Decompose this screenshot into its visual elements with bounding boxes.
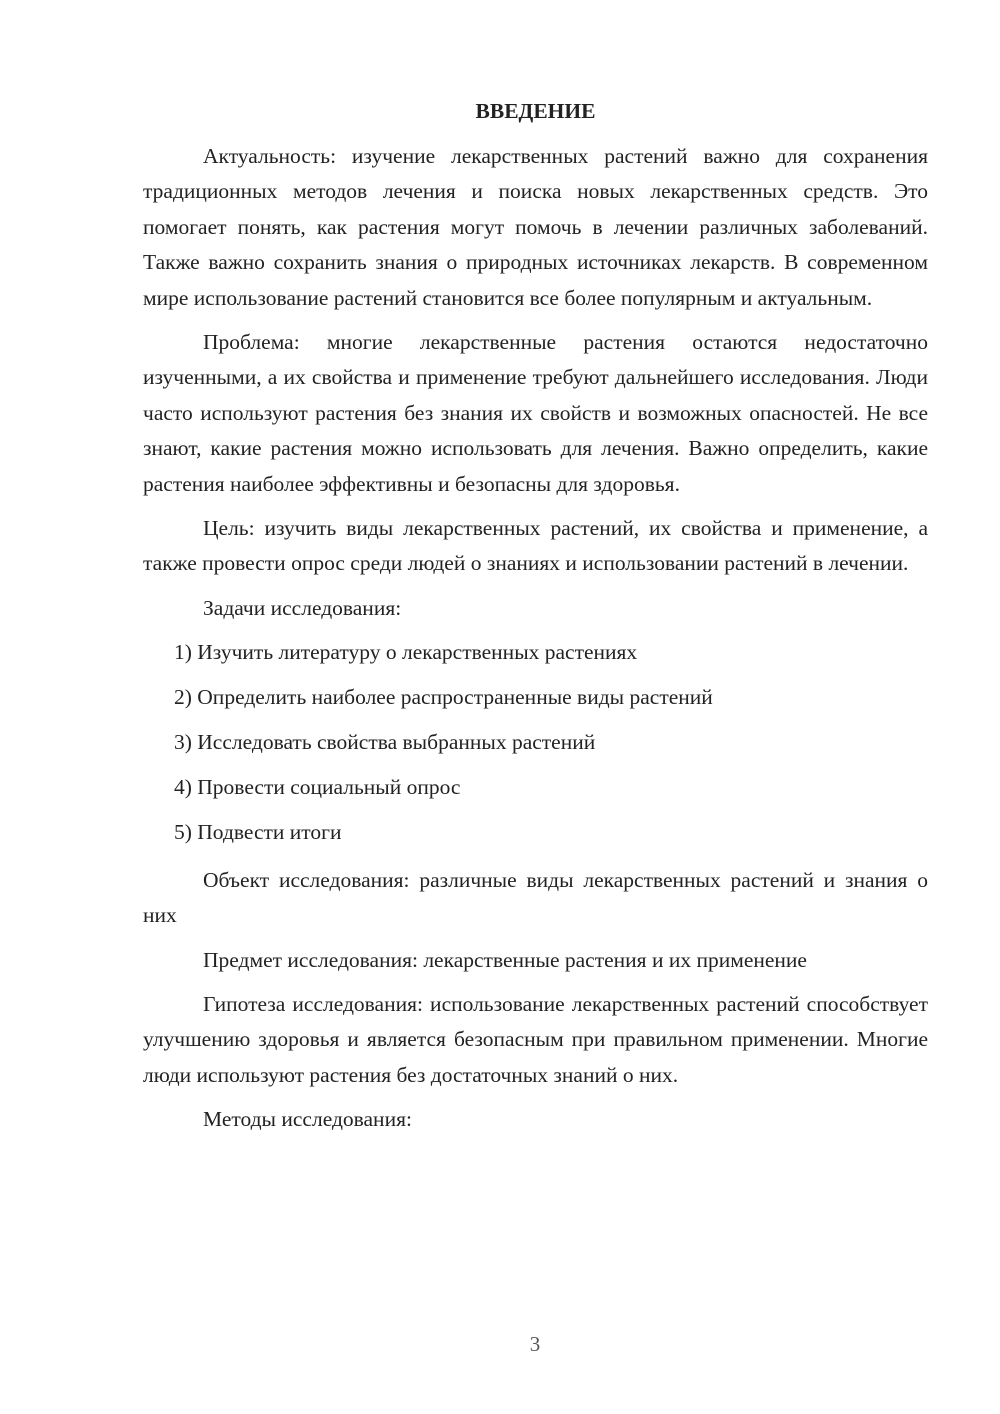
list-item: 2) Определить наиболее распространенные виды растений <box>174 685 713 710</box>
hypothesis-paragraph: Гипотеза исследования: использование лекарственных растений способствует улучшению здоровья и является безопасным при правильном применении. Многие люди используют растения без достаточных знаний о них. <box>143 991 928 1087</box>
relevance-paragraph: Актуальность: изучение лекарственных растений важно для сохранения традиционных методов лечения и поиска новых лекарственных средств. Это помогает понять, как растения могут помочь в лечении различных заболеваний. Также важно сохранить знания о природных источниках лекарств. В современном мире использование растений становится все более популярным и актуальным. <box>143 144 928 310</box>
page-content <box>143 96 928 1138</box>
tasks-heading: Задачи исследования: <box>203 595 402 620</box>
page-title: ВВЕДЕНИЕ <box>475 99 596 123</box>
subject-paragraph: Предмет исследования: лекарственные растения и их применение <box>203 947 807 972</box>
list-item: 4) Провести социальный опрос <box>174 775 461 800</box>
object-paragraph: Объект исследования: различные виды лекарственных растений и знания о них <box>143 867 928 928</box>
list-item: 1) Изучить литературу о лекарственных растениях <box>174 640 638 665</box>
goal-paragraph: Цель: изучить виды лекарственных растений, их свойства и применение, а также провести опрос среди людей о знаниях и использовании растений в лечении. <box>143 516 928 576</box>
list-item: 3) Исследовать свойства выбранных растений <box>174 730 596 755</box>
page-number: 3 <box>529 1332 541 1356</box>
tasks-list <box>143 635 928 850</box>
list-item: 5) Подвести итоги <box>174 820 342 845</box>
methods-heading: Методы исследования: <box>203 1107 412 1132</box>
problem-paragraph: Проблема: многие лекарственные растения остаются недостаточно изученными, а их свойства и применение требуют дальнейшего исследования. Люди часто используют растения без знания их свойств и возможных опасностей. Не все знают, какие растения можно использовать для лечения. Важно определить, какие растения наиболее эффективны и безопасны для здоровья. <box>143 330 928 496</box>
